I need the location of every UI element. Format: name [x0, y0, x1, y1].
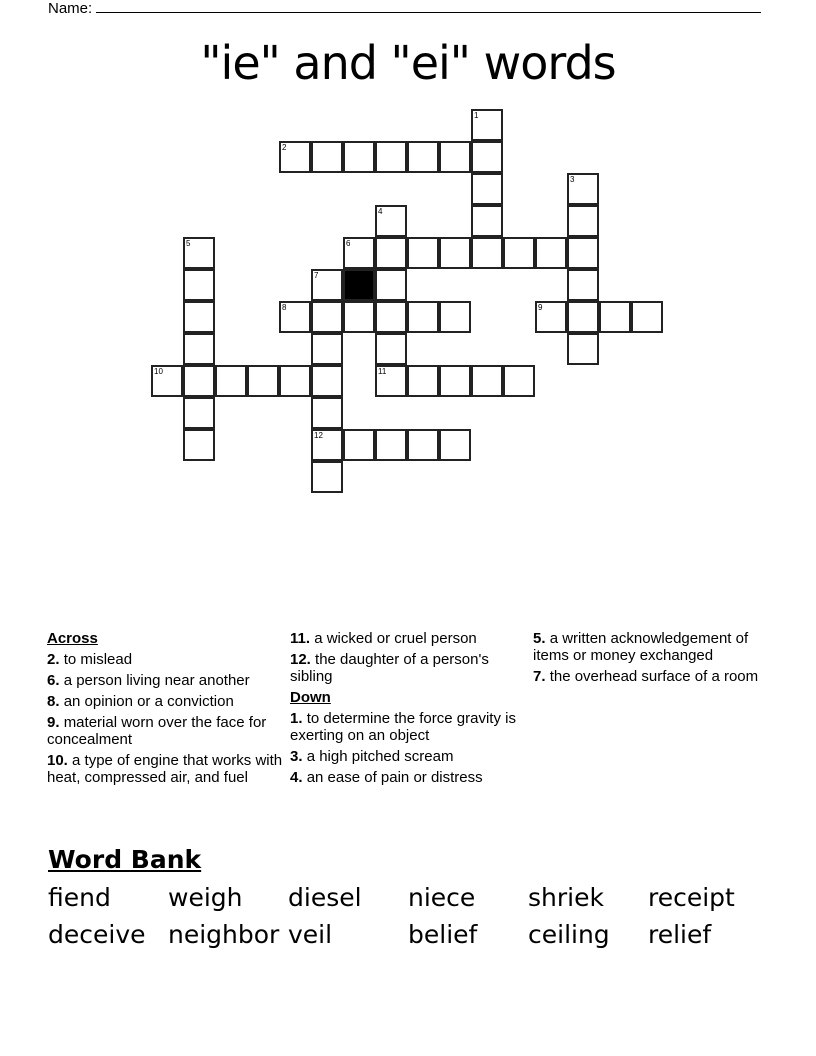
grid-cell[interactable] — [375, 237, 407, 269]
clue-number: 10 — [154, 367, 163, 376]
grid-cell[interactable] — [439, 365, 471, 397]
grid-cell[interactable] — [407, 237, 439, 269]
clues-column-2 — [290, 630, 530, 790]
grid-cell[interactable] — [407, 141, 439, 173]
grid-cell[interactable] — [503, 365, 535, 397]
grid-cell[interactable] — [375, 429, 407, 461]
grid-cell[interactable] — [183, 301, 215, 333]
clue-across-2: 2. to mislead — [47, 651, 133, 668]
grid-cell[interactable] — [183, 333, 215, 365]
grid-cell[interactable] — [471, 141, 503, 173]
across-heading: Across — [47, 630, 98, 647]
grid-cell[interactable] — [183, 269, 215, 301]
grid-cell[interactable] — [343, 141, 375, 173]
grid-cell[interactable] — [343, 429, 375, 461]
grid-cell[interactable] — [439, 237, 471, 269]
grid-cell[interactable] — [407, 365, 439, 397]
grid-cell[interactable] — [311, 429, 343, 461]
grid-cell[interactable] — [183, 237, 215, 269]
name-underline[interactable] — [96, 0, 761, 13]
grid-cell[interactable] — [503, 237, 535, 269]
clue-number: 6 — [346, 239, 351, 248]
word-bank-word: relief — [648, 920, 712, 949]
grid-cell[interactable] — [567, 173, 599, 205]
grid-cell[interactable] — [311, 461, 343, 493]
clue-across-8: 8. an opinion or a conviction — [47, 693, 234, 710]
grid-cell[interactable] — [471, 109, 503, 141]
grid-cell[interactable] — [535, 237, 567, 269]
grid-cell[interactable] — [471, 173, 503, 205]
grid-cell[interactable] — [311, 141, 343, 173]
clue-across-12: 12. the daughter of a person's sibling — [290, 651, 489, 685]
grid-cell[interactable] — [375, 301, 407, 333]
clue-number: 5 — [186, 239, 191, 248]
grid-cell[interactable] — [631, 301, 663, 333]
clue-number: 1 — [474, 111, 479, 120]
grid-cell[interactable] — [279, 365, 311, 397]
word-bank-word: neighbor — [168, 920, 280, 949]
page-title: "ie" and "ei" words — [200, 36, 616, 90]
clue-number: 3 — [570, 175, 575, 184]
grid-cell[interactable] — [279, 301, 311, 333]
grid-cell[interactable] — [535, 301, 567, 333]
grid-cell[interactable] — [439, 141, 471, 173]
grid-cell[interactable] — [407, 429, 439, 461]
grid-cell[interactable] — [375, 333, 407, 365]
grid-cell[interactable] — [311, 397, 343, 429]
grid-cell[interactable] — [279, 141, 311, 173]
black-cell — [343, 269, 375, 301]
word-bank-word: ceiling — [528, 920, 610, 949]
clue-down-4: 4. an ease of pain or distress — [290, 769, 483, 786]
grid-cell[interactable] — [471, 205, 503, 237]
grid-cell[interactable] — [567, 269, 599, 301]
grid-cell[interactable] — [567, 205, 599, 237]
grid-cell[interactable] — [439, 429, 471, 461]
clue-across-10: 10. a type of engine that works with heat, compressed air, and fuel — [47, 752, 283, 786]
grid-cell[interactable] — [407, 301, 439, 333]
clue-number: 4 — [378, 207, 383, 216]
grid-cell[interactable] — [311, 333, 343, 365]
name-field[interactable] — [48, 0, 761, 17]
grid-cell[interactable] — [439, 301, 471, 333]
grid-cell[interactable] — [567, 333, 599, 365]
word-bank-word: receipt — [648, 883, 735, 912]
grid-cell[interactable] — [599, 301, 631, 333]
word-bank-word: veil — [288, 920, 333, 949]
word-bank-word: niece — [408, 883, 476, 912]
clue-number: 11 — [378, 367, 387, 376]
word-bank-word: shriek — [528, 883, 604, 912]
clue-number: 8 — [282, 303, 287, 312]
grid-cell[interactable] — [375, 269, 407, 301]
name-label: Name: — [48, 0, 93, 17]
clues-column-3 — [533, 630, 773, 689]
grid-cell[interactable] — [375, 205, 407, 237]
grid-cell[interactable] — [183, 397, 215, 429]
word-bank-word: deceive — [48, 920, 146, 949]
grid-cell[interactable] — [311, 365, 343, 397]
grid-cell[interactable] — [311, 269, 343, 301]
grid-cell[interactable] — [567, 301, 599, 333]
clue-down-5: 5. a written acknowledgement of items or money exchanged — [533, 630, 749, 664]
word-bank-word: diesel — [288, 883, 362, 912]
down-heading: Down — [290, 689, 331, 706]
clue-down-1: 1. to determine the force gravity is exerting on an object — [290, 710, 516, 744]
clue-across-11: 11. a wicked or cruel person — [290, 630, 477, 647]
grid-cell[interactable] — [375, 365, 407, 397]
grid-cell[interactable] — [375, 141, 407, 173]
grid-cell[interactable] — [311, 301, 343, 333]
grid-cell[interactable] — [247, 365, 279, 397]
word-bank-word: belief — [408, 920, 478, 949]
grid-cell[interactable] — [567, 237, 599, 269]
clues-column-1 — [47, 630, 287, 790]
clue-number: 7 — [314, 271, 319, 280]
grid-cell[interactable] — [471, 237, 503, 269]
word-bank-word: fiend — [48, 883, 111, 912]
grid-cell[interactable] — [343, 237, 375, 269]
clue-down-3: 3. a high pitched scream — [290, 748, 454, 765]
grid-cell[interactable] — [343, 301, 375, 333]
clue-number: 9 — [538, 303, 543, 312]
clue-across-9: 9. material worn over the face for concealment — [47, 714, 267, 748]
grid-cell[interactable] — [183, 429, 215, 461]
clue-across-6: 6. a person living near another — [47, 672, 250, 689]
grid-cell[interactable] — [183, 365, 215, 397]
word-bank-word: weigh — [168, 883, 243, 912]
word-bank-title: Word Bank — [48, 845, 202, 874]
clue-down-7: 7. the overhead surface of a room — [533, 668, 759, 685]
grid-cell[interactable] — [471, 365, 503, 397]
clue-number: 12 — [314, 431, 323, 440]
grid-cell[interactable] — [151, 365, 183, 397]
grid-cell[interactable] — [215, 365, 247, 397]
clue-number: 2 — [282, 143, 287, 152]
